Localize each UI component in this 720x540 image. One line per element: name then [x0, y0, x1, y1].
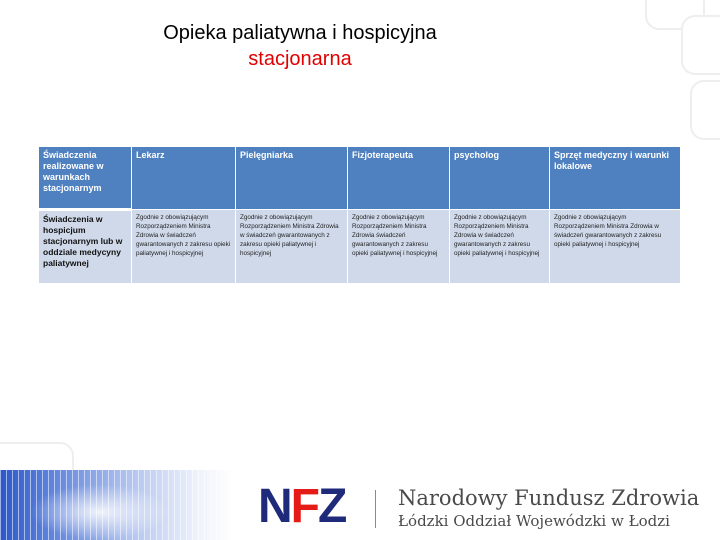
footer-lines — [0, 470, 232, 540]
org-name: Narodowy Fundusz Zdrowia — [398, 486, 700, 510]
footer-decorative-band — [0, 470, 232, 540]
table-header-cell: Świadczenia realizowane w warunkach stacjonarnym — [39, 147, 132, 210]
table-header-cell: psycholog — [450, 147, 550, 210]
services-table — [38, 146, 681, 284]
table-header-cell: Pielęgniarka — [236, 147, 348, 210]
table-header-cell: Lekarz — [132, 147, 236, 210]
title-line-1: Opieka paliatywna i hospicyjna — [163, 22, 437, 44]
nfz-logo — [258, 482, 345, 532]
table-header-cell: Sprzęt medyczny i warunki lokalowe — [550, 147, 681, 210]
decorative-square — [681, 15, 720, 75]
table-cell: Zgodnie z obowiązującym Rozporządzeniem Ministra Zdrowia w świadczeń gwarantowanych z zakresu opieki paliatywnej i hospicyjnej — [236, 210, 348, 284]
logo-letter-f: F — [290, 480, 318, 533]
logo-letter-n: N — [258, 480, 291, 533]
table-header-row — [39, 147, 681, 210]
table-cell: Zgodnie z obowiązującym Rozporządzeniem Ministra Zdrowia w świadczeń gwarantowanych z zakresu opieki paliatywnej i hospicyjnej — [132, 210, 236, 284]
org-branch: Łódzki Oddział Wojewódzki w Łodzi — [398, 512, 670, 530]
logo-divider — [375, 490, 376, 528]
logo-letter-z: Z — [318, 480, 346, 533]
title-line-2: stacjonarna — [248, 48, 352, 70]
table-cell: Zgodnie z obowiązującym Rozporządzeniem Ministra Zdrowia w świadczeń gwarantowanych z zakresu opieki paliatywnej i hospicyjnej — [450, 210, 550, 284]
slide-title — [140, 20, 460, 72]
table-cell: Zgodnie z obowiązującym Rozporządzeniem Ministra Zdrowia w świadczeń gwarantowanych z zakresu opieki paliatywnej i hospicyjnej — [550, 210, 681, 284]
table-header-cell: Fizjoterapeuta — [348, 147, 450, 210]
table-row — [39, 210, 681, 284]
table-cell: Zgodnie z obowiązującym Rozporządzeniem Ministra Zdrowia świadczeń gwarantowanych z zakresu opieki paliatywnej i hospicyjnej — [348, 210, 450, 284]
table-row-label: Świadczenia w hospicjum stacjonarnym lub w oddziale medycyny paliatywnej — [39, 210, 132, 284]
decorative-square — [690, 80, 720, 140]
